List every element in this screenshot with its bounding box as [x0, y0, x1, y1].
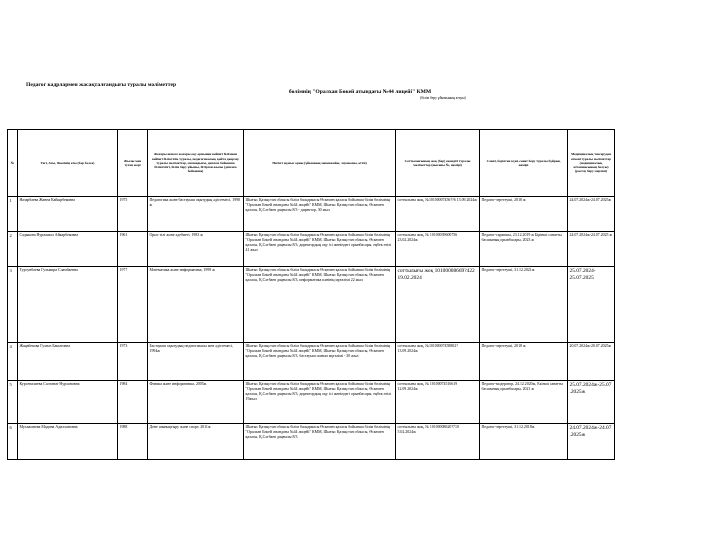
- row-medical: 24.07.2024ж-24.07.2025ж: [568, 197, 615, 232]
- row-medical: 20.07.2024ж-20.07.2025ж: [568, 343, 615, 381]
- table-row: [8, 424, 615, 460]
- row-name: Садыкова Нуржамал Айкарбековна: [18, 232, 118, 267]
- row-category: Педагог-сарапшы, 23.12.2019 ж Бірінші санатты басшының орынбасары, 2023 ж: [480, 232, 568, 267]
- row-record: соттылығы жоқ, № 10100039600756 23.02.2024ж: [396, 232, 480, 267]
- row-workplace: Шығыс Қазақстан облысы білім басқармасы Өскемен қаласы бойынша білім бөлімінің "Оралхан Бөкей атындағы №44 лицейі" КММ, Шығыс Қазақстан облысы, Өскемен қаласы, Қ.Сәтбаев даңғылы 8/3: [244, 424, 396, 460]
- row-name: Курсеналиева Салтанат Нурлановна: [18, 381, 118, 424]
- column-header-medical: Медициналық тексеруден өткені туралы мәліметтер (медициналық кітапшасының болуы) (растау беру мерзімі): [568, 130, 615, 197]
- table-header-row: [8, 130, 615, 197]
- row-workplace: Шығыс Қазақстан облысы білім басқармасы Өскемен қаласы бойынша білім бөлімінің "Оралхан Бөкей атындағы №44 лицейі" КММ, Шығыс Қазақстан облысы, Өскемен қаласы, Қ.Сәтбаев даңғылы 8/3, директордың оқу ісі жөніндегі орынбасары, еңбек өтілі 19жыл: [244, 381, 396, 424]
- row-number: 2: [8, 232, 18, 267]
- column-header-number: №: [8, 130, 18, 197]
- row-workplace: Шығыс Қазақстан облысы білім басқармасы Өскемен қаласы бойынша білім бөлімінің "Оралхан Бөкей атындағы №44 лицейі" КММ, Шығыс Қазақстан облысы, Өскемен қаласы, Қ.Сәтбаев даңғылы 8/3, бастауыш сынып мұғалімі - 30 жыл: [244, 343, 396, 381]
- column-header-record: Соттылығының жоқ (бар) екендігі туралы мәліметтер (нысаны №, нөмірі): [396, 130, 480, 197]
- column-header-education: Жоғары немесе жоғары оқу орнынан кейінгі білімнен кейінгі біліктілік туралы, педагогикалық қайта даярлау туралы мәліметтер, мамандығы, диплом бойынша біліктілігі, білім беру ұйымы, бітірген жылы (диплом бойынша): [148, 130, 244, 197]
- row-record: соттылығы жоқ, №10100007456??6 13.09.2024ж: [396, 197, 480, 232]
- row-year: 1973: [118, 343, 148, 381]
- row-number: 4: [8, 343, 18, 381]
- row-category: Педагог-модератор, 24.12.2020ж, Екінші санатты басшының орынбасары, 2021 ж: [480, 381, 568, 424]
- row-medical: 25.07.2024ж-25.07.2025ж: [568, 381, 615, 424]
- table-row: [8, 232, 615, 267]
- row-medical: 24.07.2024ж-24.07.2025 ж: [568, 232, 615, 267]
- row-category: Педагог-зерттеуші, 31.12.2018ж: [480, 424, 568, 460]
- row-education: Педагогика және бастауыш оқытудың әдістемесі, 1998 ж: [148, 197, 244, 232]
- column-header-name: Тегі, Аты, Әкесінің аты (бар болса): [18, 130, 118, 197]
- row-workplace: Шығыс Қазақстан облысы білім басқармасы Өскемен қаласы бойынша білім бөлімінің "Оралхан Бөкей атындағы №44 лицейі" КММ, Шығыс Қазақстан облысы, Өскемен қаласы, Қ.Сәтбаев даңғылы 8/3, информатика пәнінің мұғалімі 22 жыл: [244, 267, 396, 343]
- column-header-workplace: Негізгі жұмыс орны (ұйымның мекенжайы, лауазымы, өтілі): [244, 130, 396, 197]
- row-year: 1961: [118, 232, 148, 267]
- row-year: 1984: [118, 381, 148, 424]
- row-number: 3: [8, 267, 18, 343]
- row-record: соттылығы жоқ, №10100007458802? 13.09.2024ж: [396, 343, 480, 381]
- row-number: 5: [8, 381, 18, 424]
- table-row: [8, 381, 615, 424]
- row-name: Жаңабекова Гулназ Бакытовна: [18, 343, 118, 381]
- column-header-year: Жылы мен туған жері: [118, 130, 148, 197]
- table-row: [8, 267, 615, 343]
- row-education: Дене шынықтыру және спорт, 2011ж: [148, 424, 244, 460]
- document-note: (білім беру ұйымының атауы): [420, 96, 466, 100]
- row-category: Педагог-зерттеуші, 31.12.2021ж: [480, 267, 568, 343]
- row-year: 1988: [118, 424, 148, 460]
- row-education: Орыс тілі және әдебиеті, 1983 ж: [148, 232, 244, 267]
- row-education: Математика және информатика, 1999 ж: [148, 267, 244, 343]
- row-number: 1: [8, 197, 18, 232]
- row-record: соттылығы жоқ, № 10100074516619 12.09.2024ж: [396, 381, 480, 424]
- row-record: соттылығы жоқ, № 10100008620?710 5.02.2024ж: [396, 424, 480, 460]
- column-header-category: Санат, берілген күні, санат беру туралы бұйрық нөмірі: [480, 130, 568, 197]
- table-row: [8, 197, 615, 232]
- row-workplace: Шығыс Қазақстан облысы білім басқармасы Өскемен қаласы бойынша білім бөлімінің "Оралхан Бөкей атындағы №44 лицейі" КММ, Шығыс Қазақстан облысы, Өскемен қаласы, Қ.Сәтбаев даңғылы 8/3 - директор, 30 жыл: [244, 197, 396, 232]
- document-subtitle: бөлімнің "Оралхан Бөкей атындағы №44 лицейі" КММ: [288, 89, 432, 95]
- row-category: Педагог-зерттеуші, 2018 ж: [480, 343, 568, 381]
- row-year: 1977: [118, 267, 148, 343]
- document-title: Педагог кадрлармен жасақталғандығы туралы мәліметтер: [26, 82, 177, 88]
- row-name: Мухажанова Мадина Адилхановна: [18, 424, 118, 460]
- row-education: Бастауыш оқытудың педагогикасы мен әдістемесі, 1994ж: [148, 343, 244, 381]
- table-row: [8, 343, 615, 381]
- row-year: 1975: [118, 197, 148, 232]
- row-name: Турсунбаева Гульмира Сламбаевна: [18, 267, 118, 343]
- row-number: 6: [8, 424, 18, 460]
- row-name: Назарбаева Жанна Кайырбековна: [18, 197, 118, 232]
- row-medical: 24.07.2024ж-24.07.2025ж: [568, 424, 615, 460]
- row-workplace: Шығыс Қазақстан облысы білім басқармасы Өскемен қаласы бойынша білім бөлімінің "Оралхан Бөкей атындағы №44 лицейі" КММ, Шығыс Қазақстан облысы, Өскемен қаласы, Қ.Сәтбаев даңғылы 8/3, директордың оқу ісі жөніндегі орынбасары, еңбек өтілі 41 жыл: [244, 232, 396, 267]
- row-record: соттылығы жоқ 10100008669?422 19.02.2024: [396, 267, 480, 343]
- row-education: Физика және информатика, 2005ж: [148, 381, 244, 424]
- row-medical: 25.07.2024-25.07.2025: [568, 267, 615, 343]
- row-category: Педагог-зерттеуші, 2018 ж: [480, 197, 568, 232]
- staff-table: [7, 129, 615, 460]
